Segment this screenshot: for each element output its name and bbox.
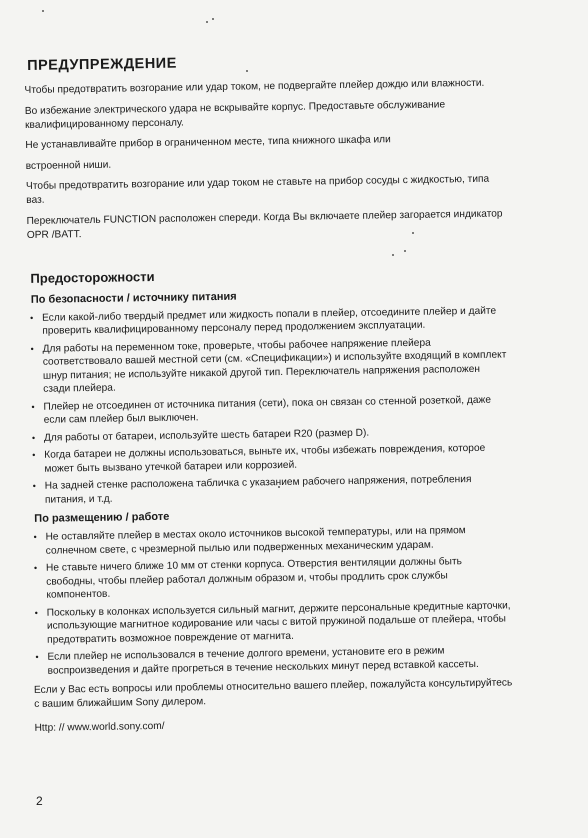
page-content [24,50,515,742]
precautions-heading: Предосторожности [30,268,155,286]
warning-paragraph: Не устанавливайте прибор в ограниченном месте, типа книжного шкафа или [25,134,391,151]
safety-item: • Плейер не отсоединен от источника питания (сети), пока он связан со стенной розеткой, даже если сам плейер был выключен. [29,393,509,428]
safety-item: • Для работы на переменном токе, проверьте, чтобы рабочее напряжение плейера соответствовало вашей местной сети (см. «Спецификации») и используйте входящий в комплект шнур питания; не используйте никакой другой тип. Переключатель напряжения расположен сзади плейера. [28,335,509,397]
safety-item: • На задней стенке расположена табличка с указанием рабочего напряжения, потребления питания, и т.д. [31,472,511,507]
scan-speck [212,18,214,20]
closing-paragraph: Если у Вас есть вопросы или проблемы относительно вашего плейер, пожалуйста консультируйтесь с вашим ближайшим Sony дилером. [33,677,513,710]
placement-subheading: По размещению / работе [34,510,170,525]
warning-paragraph: Переключатель FUNCTION расположен спереди. Когда Вы включаете плейер загорается индикатор OPR /BATT. [26,208,503,241]
placement-list [31,523,513,678]
warning-paragraph: Чтобы предотвратить возгорание или удар током, не подвергайте плейер дождю или влажности. [24,77,485,96]
safety-item: • Когда батареи не должны использоваться, выньте их, чтобы избежать повреждения, которое может быть вызвано утечкой батареи или коррозией. [30,441,510,476]
placement-item: • Поскольку в колонках используется сильный магнит, держите персональные кредитные карточки, использующие магнитное кодирование или часы с витой пружиной подальше от плейера, чтобы предотвратить возможное повреждение от магнита. [33,599,514,647]
placement-item: • Не оставляйте плейер в местах около источников высокой температуры, или на прямом солнечном свете, с чрезмерной пылью или подверженных механическим ударам. [31,523,511,558]
safety-subheading: По безопасности / источнику питания [30,290,237,306]
safety-item: • Для работы от батареи, используйте шесть батареи R20 (размер D). [30,424,510,445]
warning-paragraph: Чтобы предотвратить возгорание или удар током не ставьте на прибор сосуды с жидкостью, типа ваз. [25,173,490,206]
scan-speck [206,21,208,23]
scan-speck [42,10,44,12]
page-number: 2 [36,794,43,808]
placement-item: • Не ставьте ничего ближе 10 мм от стенки корпуса. Отверстия вентиляции должны быть свободны, чтобы плейер работал должным образом и, чтобы продлить срок службы компонентов. [32,554,513,602]
placement-item: • Если плейер не использовался в течение долгого времени, установите его в режим воспроизведения и дайте прогреться в течение нескольких минут перед вставкой кассеты. [33,643,513,678]
website-url: Http: // www.world.sony.com/ [34,720,165,734]
warning-heading: ПРЕДУПРЕЖДЕНИЕ [26,55,177,74]
warning-paragraph: Во избежание электрического удара не вскрывайте корпус. Предоставьте обслуживание квалифицированному персоналу. [24,98,446,131]
safety-item: • Если какой-либо твердый предмет или жидкость попали в плейер, отсоедините плейер и дайте проверить квалифицированному персоналу перед продолжением эксплуатации. [28,304,508,339]
warning-paragraph: встроенной ниши. [25,159,112,172]
safety-list [28,304,511,507]
